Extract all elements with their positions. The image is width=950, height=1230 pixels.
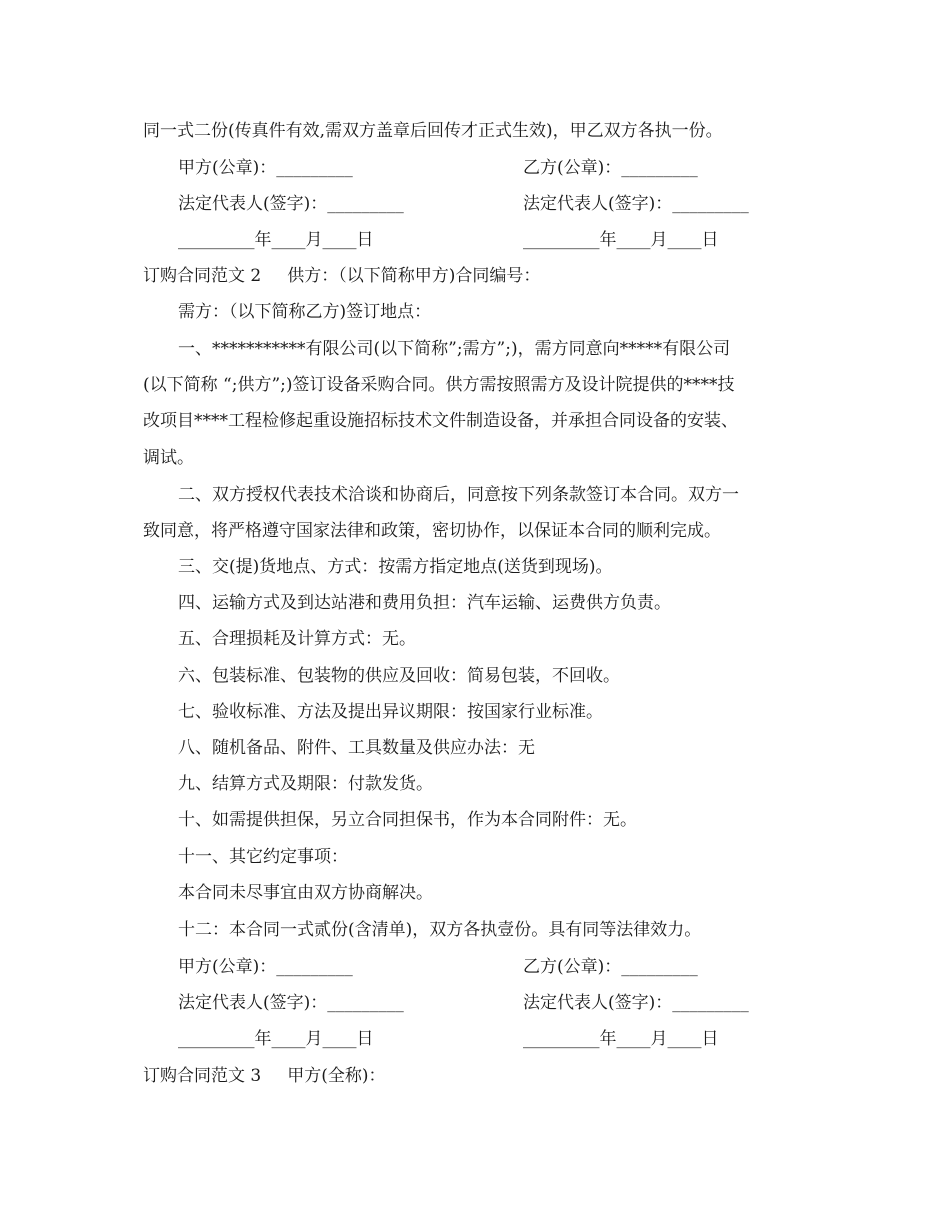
clause-2-line-2: 致同意，将严格遵守国家法律和政策，密切协作，以保证本合同的顺利完成。: [143, 521, 721, 541]
signature-row-date-2: [178, 1029, 858, 1049]
party-b-rep-field: 法定代表人(签字)：_________: [523, 993, 749, 1013]
party-a-seal-field: 甲方(公章)：_________: [178, 957, 353, 977]
clause-5: 五、合理损耗及计算方式：无。: [178, 629, 416, 649]
sample2-heading: 订购合同范文 2: [143, 266, 262, 286]
clause-1-line-1: 一、***********有限公司(以下简称”;需方”;)，需方同意向*****有限公司: [178, 339, 731, 359]
clause-6: 六、包装标准、包装物的供应及回收：简易包装，不回收。: [178, 666, 620, 686]
intro-line: 同一式二份(传真件有效,需双方盖章后回传才正式生效)，甲乙双方各执一份。: [143, 121, 723, 141]
clause-1-line-2: (以下简称 “;供方”;)签订设备采购合同。供方需按照需方及设计院提供的****技: [143, 375, 735, 395]
sample3-heading: 订购合同范文 3: [143, 1066, 262, 1086]
clause-4: 四、运输方式及到达站港和费用负担：汽车运输、运费供方负责。: [178, 593, 671, 613]
clause-10: 十、如需提供担保，另立合同担保书，作为本合同附件：无。: [178, 810, 637, 830]
clause-8: 八、随机备品、附件、工具数量及供应办法：无: [178, 738, 535, 758]
clause-9: 九、结算方式及期限：付款发货。: [178, 774, 433, 794]
party-b-rep-field: 法定代表人(签字)：_________: [523, 194, 749, 214]
clause-2-line-1: 二、双方授权代表技术洽谈和协商后，同意按下列条款签订本合同。双方一: [178, 485, 739, 505]
signature-row-date-1: [178, 230, 858, 250]
sample3-party-a: 甲方(全称)：: [287, 1066, 386, 1086]
party-a-rep-field: 法定代表人(签字)：_________: [178, 993, 404, 1013]
party-b-date-field: _________年____月____日: [523, 230, 719, 250]
signature-row-seal-1: [178, 158, 858, 178]
signature-row-rep-2: [178, 993, 858, 1013]
party-a-date-field: _________年____月____日: [178, 1029, 374, 1049]
signature-row-seal-2: [178, 957, 858, 977]
sample2-heading-line: [143, 266, 823, 286]
party-a-seal-field: 甲方(公章)：_________: [178, 158, 353, 178]
clause-7: 七、验收标准、方法及提出异议期限：按国家行业标准。: [178, 702, 603, 722]
clause-1-line-4: 调试。: [143, 448, 194, 468]
clause-11-detail: 本合同未尽事宜由双方协商解决。: [178, 883, 433, 903]
sample3-heading-line: [143, 1066, 823, 1086]
party-a-rep-field: 法定代表人(签字)：_________: [178, 194, 404, 214]
party-a-date-field: _________年____月____日: [178, 230, 374, 250]
sample2-buyer: 需方：（以下简称乙方)签订地点：: [178, 302, 432, 322]
signature-row-rep-1: [178, 194, 858, 214]
party-b-date-field: _________年____月____日: [523, 1029, 719, 1049]
clause-11: 十一、其它约定事项：: [178, 847, 348, 867]
sample2-supplier: 供方：（以下简称甲方)合同编号：: [287, 266, 541, 286]
party-b-seal-field: 乙方(公章)：_________: [523, 158, 698, 178]
party-b-seal-field: 乙方(公章)：_________: [523, 957, 698, 977]
clause-3: 三、交(提)货地点、方式：按需方指定地点(送货到现场)。: [178, 557, 613, 577]
clause-1-line-3: 改项目****工程检修起重设施招标技术文件制造设备，并承担合同设备的安装、: [143, 411, 738, 431]
clause-12: 十二：本合同一式贰份(含清单)，双方各执壹份。具有同等法律效力。: [178, 920, 702, 940]
